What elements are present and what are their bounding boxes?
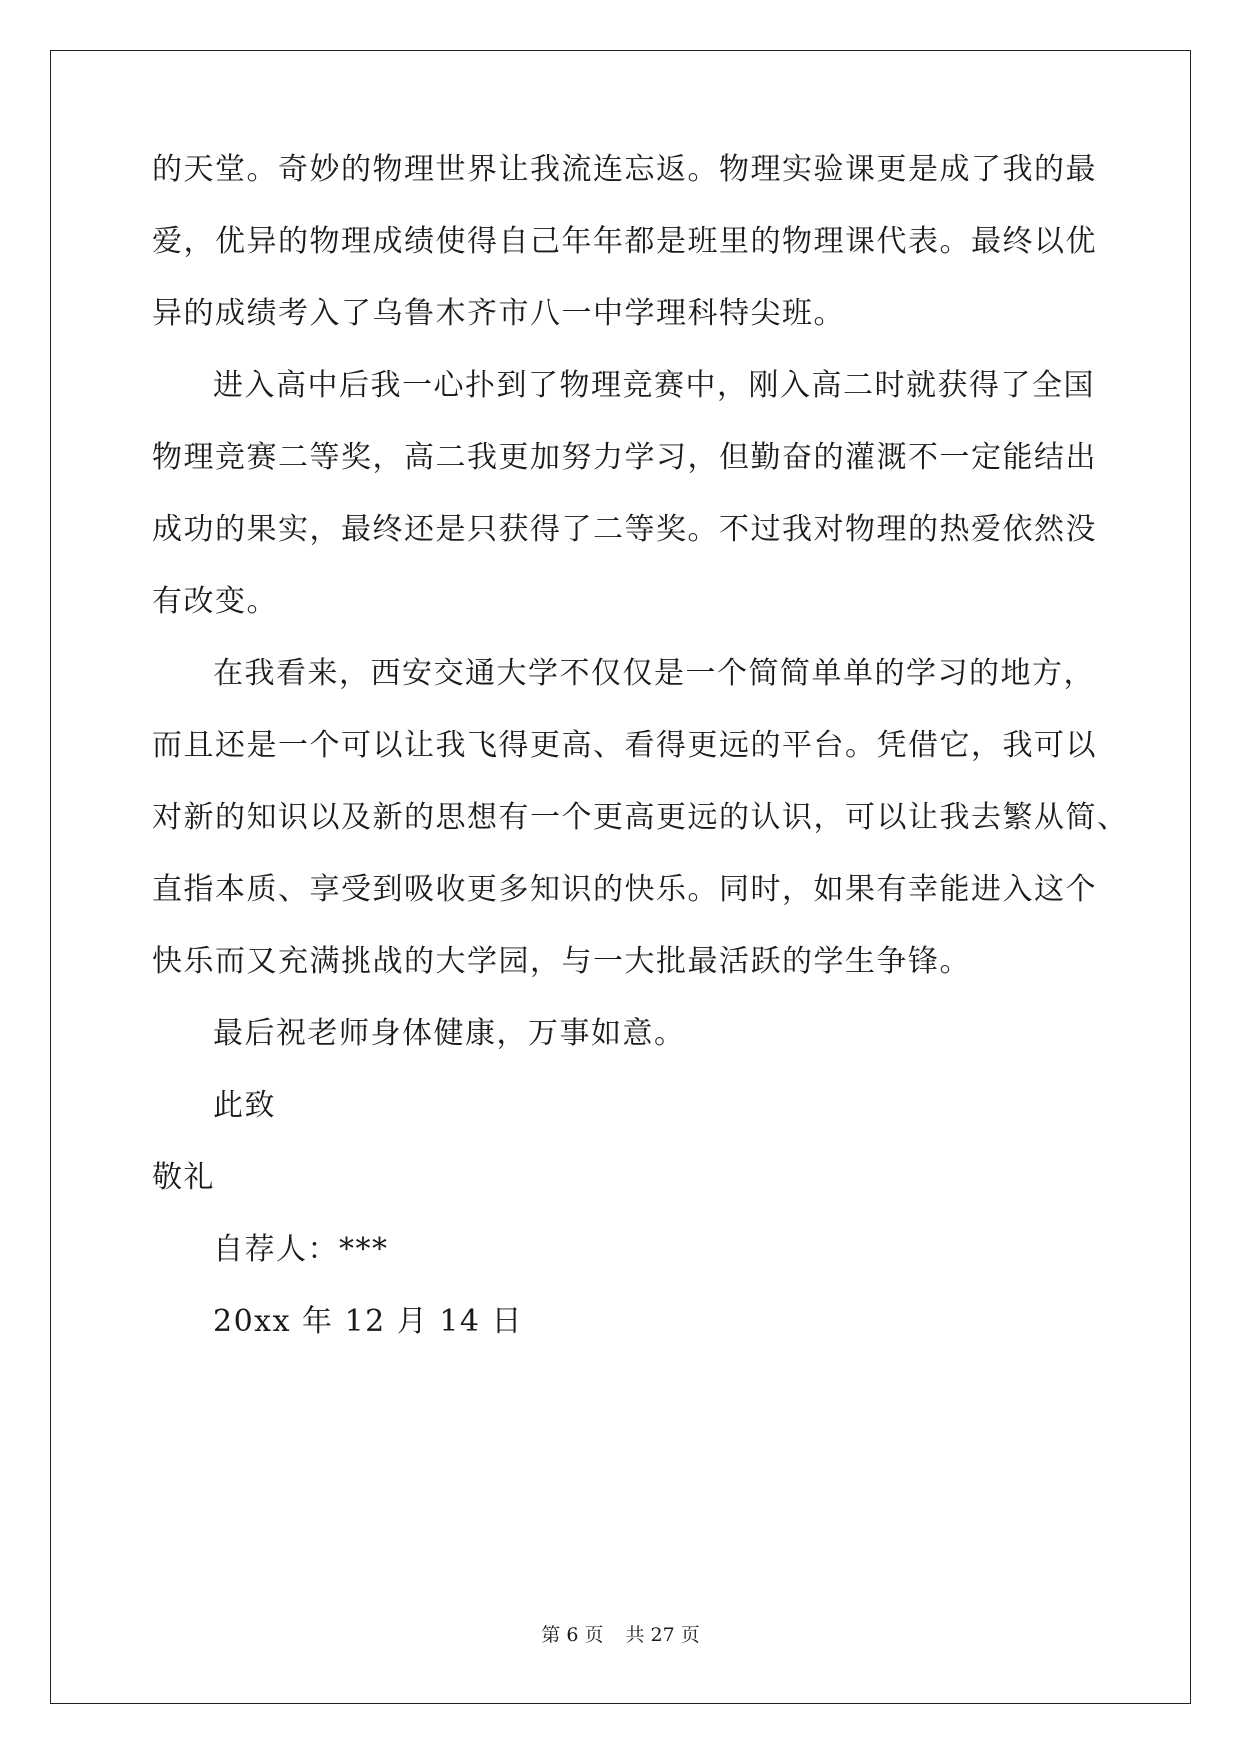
text-line: 直指本质、享受到吸收更多知识的快乐。同时，如果有幸能进入这个 [152, 872, 1097, 907]
text-line: 而且还是一个可以让我飞得更高、看得更远的平台。凭借它，我可以 [152, 728, 1097, 763]
page-total: 共 27 页 [625, 1624, 700, 1646]
text-line: 物理竞赛二等奖，高二我更加努力学习，但勤奋的灌溉不一定能结出 [152, 440, 1097, 475]
salutation-cizhi: 此致 [213, 1088, 276, 1123]
text-line: 对新的知识以及新的思想有一个更高更远的认识，可以让我去繁从简、 [152, 800, 1129, 835]
text-line: 异的成绩考入了乌鲁木齐市八一中学理科特尖班。 [152, 296, 845, 331]
text-line: 进入高中后我一心扑到了物理竞赛中，刚入高二时就获得了全国 [213, 368, 1095, 403]
signature-line: 自荐人：*** [213, 1232, 389, 1267]
salutation-jingli: 敬礼 [152, 1160, 215, 1195]
page-footer [0, 1622, 1241, 1648]
date-line: 20xx 年 12 月 14 日 [213, 1304, 524, 1339]
text-line: 在我看来，西安交通大学不仅仅是一个简简单单的学习的地方， [213, 656, 1095, 691]
text-line: 有改变。 [152, 584, 278, 619]
closing-wish: 最后祝老师身体健康，万事如意。 [213, 1016, 686, 1051]
text-line: 快乐而又充满挑战的大学园，与一大批最活跃的学生争锋。 [152, 944, 971, 979]
text-line: 成功的果实，最终还是只获得了二等奖。不过我对物理的热爱依然没 [152, 512, 1097, 547]
text-line: 的天堂。奇妙的物理世界让我流连忘返。物理实验课更是成了我的最 [152, 152, 1097, 187]
text-line: 爱，优异的物理成绩使得自己年年都是班里的物理课代表。最终以优 [152, 224, 1097, 259]
page-number: 第 6 页 [541, 1624, 604, 1646]
